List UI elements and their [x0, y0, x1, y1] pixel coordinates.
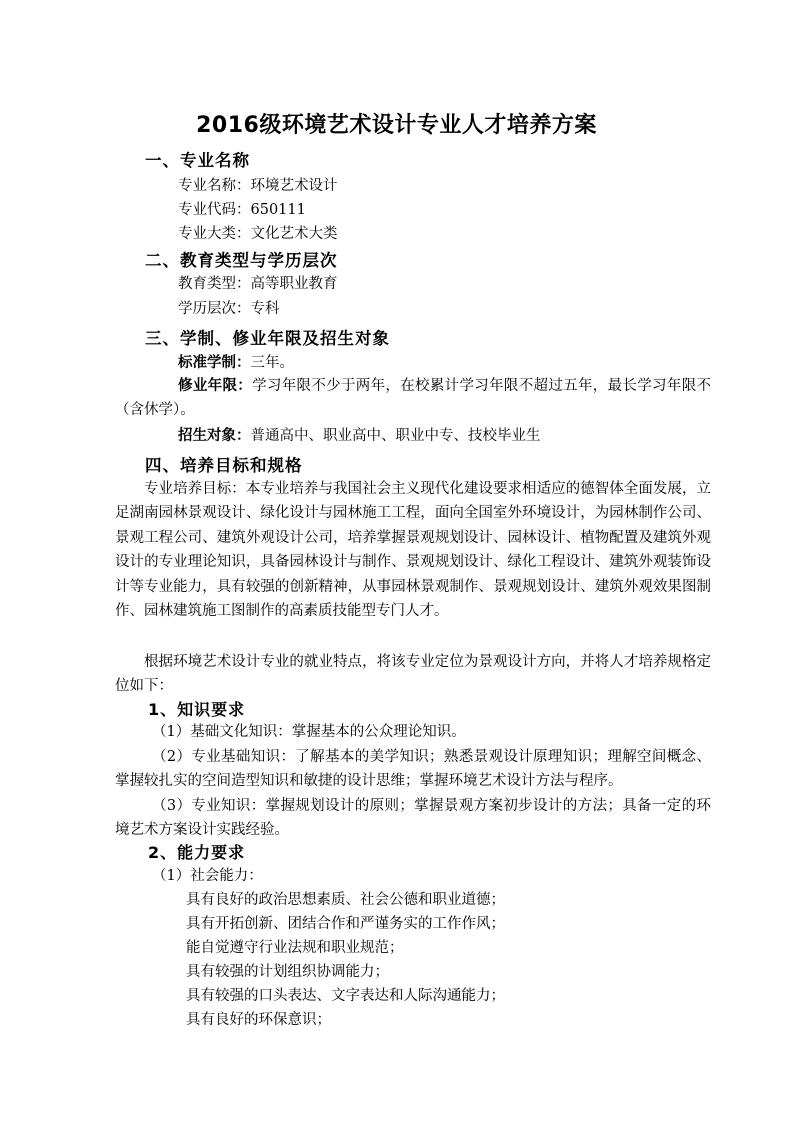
standard-length-line: [178, 351, 294, 372]
ability-item: 具有开拓创新、团结合作和严谨务实的工作作风；: [186, 916, 505, 932]
education-level-line: 学历层次：专科: [178, 301, 280, 317]
document-title: 2016级环境艺术设计专业人才培养方案: [196, 113, 597, 138]
major-name-line: 专业名称：环境艺术设计: [178, 178, 338, 194]
enrollment-target-line: [178, 424, 541, 445]
social-ability-line: （1）社会能力：: [152, 868, 263, 884]
ability-heading: 2、能力要求: [148, 843, 246, 862]
standard-length-value: 三年。: [250, 355, 294, 371]
section-heading-major-name: 一、专业名称: [145, 151, 250, 170]
knowledge-heading: 1、知识要求: [148, 700, 246, 719]
knowledge-item-2: （2）专业基础知识：了解基本的美学知识；熟悉景观设计原理知识；理解空间概念、掌握较扎实的空间造型知识和敏捷的设计思维；掌握环境艺术设计方法与程序。: [115, 749, 711, 790]
study-years-label: 修业年限：: [178, 378, 253, 394]
section-heading-education-type: 二、教育类型与学历层次: [145, 251, 338, 270]
ability-item: 具有良好的政治思想素质、社会公德和职业道德；: [186, 892, 505, 908]
study-years-paragraph: [115, 374, 711, 423]
ability-item: 具有较强的口头表达、文字表达和人际沟通能力；: [186, 988, 505, 1004]
enrollment-target-value: 普通高中、职业高中、职业中专、技校毕业生: [250, 428, 541, 444]
major-code-line: 专业代码：650111: [178, 202, 306, 218]
study-years-value: 学习年限不少于两年，在校累计学习年限不超过五年，最长学习年限不（含休学）。: [115, 378, 712, 419]
standard-length-label: 标准学制：: [178, 355, 251, 371]
section-heading-schooling: 三、学制、修业年限及招生对象: [145, 329, 390, 348]
training-spec-paragraph: 根据环境艺术设计专业的就业特点，将该专业定位为景观设计方向，并将人才培养规格定位如下：: [115, 654, 711, 695]
knowledge-item-1: （1）基础文化知识：掌握基本的公众理论知识。: [152, 724, 466, 740]
knowledge-item-3: （3）专业知识：掌握规划设计的原则；掌握景观方案初步设计的方法；具备一定的环境艺术方案设计实践经验。: [115, 798, 711, 839]
ability-item: 能自觉遵守行业法规和职业规范；: [186, 940, 404, 956]
education-type-line: 教育类型：高等职业教育: [178, 276, 338, 292]
ability-item: 具有良好的环保意识；: [186, 1012, 331, 1028]
major-category-line: 专业大类：文化艺术大类: [178, 226, 338, 242]
training-objective-paragraph: 专业培养目标：本专业培养与我国社会主义现代化建设要求相适应的德智体全面发展，立足湖南园林景观设计、绿化设计与园林施工工程，面向全国室外环境设计，为园林制作公司、景观工程公司、建筑外观设计公司，培养掌握景观规划设计、园林设计、植物配置及建筑外观设计的专业理论知识，具备园林设计与制作、景观规划设计、绿化工程设计、建筑外观装饰设计等专业能力，具有较强的创新精神，从事园林景观制作、景观规划设计、建筑外观效果图制作、园林建筑施工图制作的高素质技能型专门人才。: [115, 481, 711, 620]
enrollment-target-label: 招生对象：: [178, 428, 251, 444]
section-heading-objectives: 四、培养目标和规格: [145, 456, 303, 475]
ability-item: 具有较强的计划组织协调能力；: [186, 964, 389, 980]
